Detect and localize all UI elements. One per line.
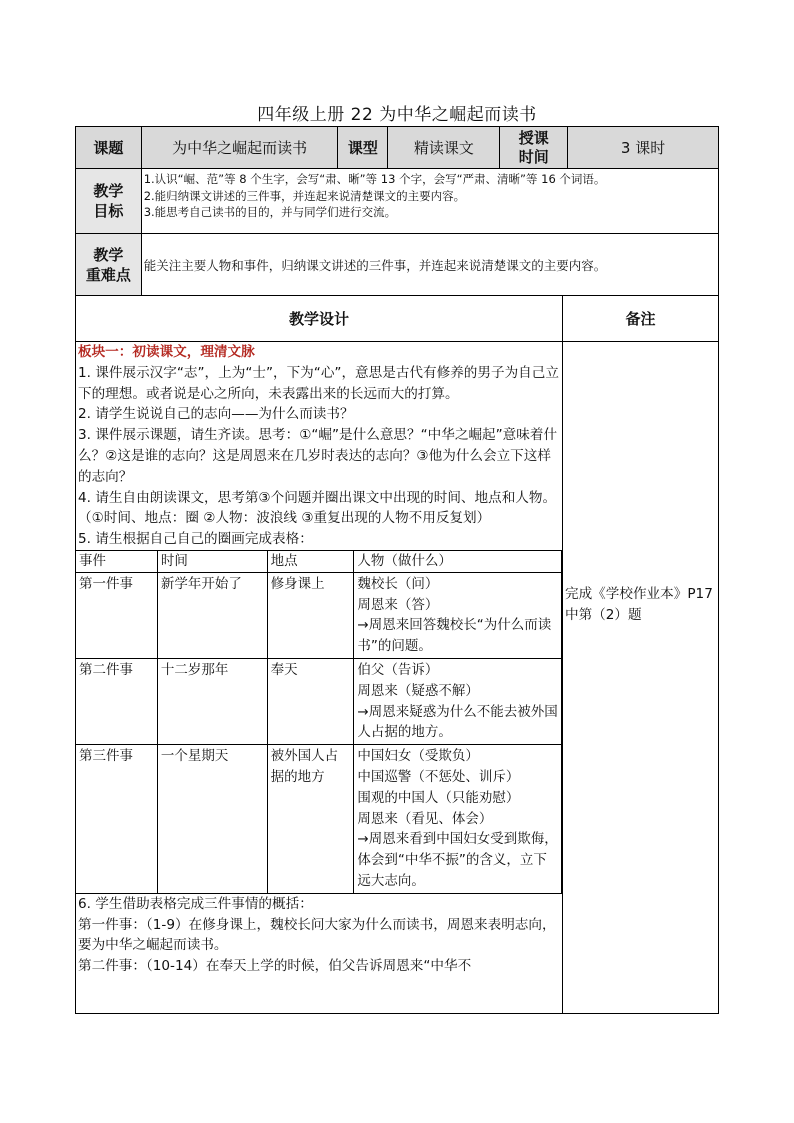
event-place: 修身课上 <box>267 572 354 658</box>
people-line: →周恩来回答魏校长“为什么而读书”的问题。 <box>357 617 552 655</box>
keypoints-content: 能关注主要人物和事件，归纳课文讲述的三件事，并连起来说清楚课文的主要内容。 <box>141 234 718 296</box>
people-line: 中国妇女（受欺负） <box>357 748 479 765</box>
table-row <box>76 745 562 894</box>
type-label: 课型 <box>338 127 388 169</box>
design-table <box>75 295 719 1014</box>
table-row <box>76 658 562 744</box>
event-name: 第二件事 <box>76 658 158 744</box>
step6-title: 6. 学生借助表格完成三件事情的概括： <box>78 895 313 912</box>
events-header-people: 人物（做什么） <box>354 550 562 572</box>
summary-item: 第一件事：（1-9）在修身课上，魏校长问大家为什么而读书，周恩来表明志向，要为中华之崛起而读书。 <box>78 916 556 954</box>
events-table <box>75 550 562 894</box>
step-item: 1. 课件展示汉字“志”，上为“士”，下为“心”，意思是古代有修养的男子为自己立下的理想。或者说是心之所向，未表露出来的长远而大的打算。 <box>78 364 559 402</box>
design-content <box>76 342 563 1014</box>
event-name: 第三件事 <box>76 745 158 894</box>
goal-line: 1.认识“崛、范”等 8 个生字，会写“肃、晰”等 13 个字，会写“严肃、清晰”等 16 个词语。 <box>143 172 606 186</box>
event-place: 奉天 <box>267 658 354 744</box>
step-item: 5. 请生根据自己自己的圈画完成表格： <box>78 531 313 548</box>
hours-label <box>500 127 568 169</box>
page-title: 四年级上册 22 为中华之崛起而读书 <box>257 105 537 125</box>
table-row <box>76 572 562 658</box>
hours-label-line2: 时间 <box>518 147 549 166</box>
topic-label: 课题 <box>76 127 142 169</box>
topic-value: 为中华之崛起而读书 <box>141 127 338 169</box>
people-line: 围观的中国人（只能劝慰） <box>357 789 520 806</box>
events-header-event: 事件 <box>76 550 158 572</box>
goal-line: 3.能思考自己读书的目的，并与同学们进行交流。 <box>143 205 397 219</box>
summary-item: 第二件事：（10-14）在奉天上学的时候，伯父告诉周恩来“中华不 <box>78 958 472 975</box>
section1-title: 板块一：初读课文，理清文脉 <box>78 344 255 360</box>
keypoints-label-line2: 重难点 <box>85 265 131 284</box>
event-time: 一个星期天 <box>157 745 267 894</box>
people-line: 周恩来（答） <box>357 596 439 613</box>
lesson-info-table <box>75 126 719 296</box>
people-line: 中国巡警（不惩处、训斥） <box>357 768 520 785</box>
people-line: 魏校长（问） <box>357 575 439 592</box>
people-line: 伯父（告诉） <box>357 661 439 678</box>
event-people <box>354 658 562 744</box>
type-value: 精读课文 <box>388 127 500 169</box>
event-time: 十二岁那年 <box>157 658 267 744</box>
goals-content <box>141 169 718 234</box>
event-people <box>354 745 562 894</box>
step-item: 4. 请生自由朗读课文，思考第③个问题并圈出课文中出现的时间、地点和人物。（①时间、地点：圈 ②人物：波浪线 ③重复出现的人物不用反复划） <box>78 489 557 527</box>
keypoints-label-line1: 教学 <box>93 245 124 264</box>
goals-label-line2: 目标 <box>93 202 124 220</box>
goal-line: 2.能归纳课文讲述的三件事，并连起来说清楚课文的主要内容。 <box>143 188 466 203</box>
event-name: 第一件事 <box>76 572 158 658</box>
people-line: 周恩来（疑惑不解） <box>357 682 479 699</box>
goals-label-line1: 教学 <box>93 182 124 200</box>
step-item: 3. 课件展示课题，请生齐读。思考：①“崛”是什么意思？“中华之崛起”意味着什么？②这是谁的志向？这是周恩来在几岁时表达的志向？③他为什么会立下这样的志向？ <box>78 427 558 485</box>
people-line: →周恩来疑惑为什么不能去被外国人占据的地方。 <box>357 703 558 741</box>
events-header-place: 地点 <box>267 550 354 572</box>
remark-header: 备注 <box>563 296 719 342</box>
remark-content <box>563 342 719 1014</box>
event-time: 新学年开始了 <box>157 572 267 658</box>
remark-text: 完成《学校作业本》P17 中第（2）题 <box>565 586 713 623</box>
events-header-time: 时间 <box>157 550 267 572</box>
hours-label-line1: 授课 <box>518 128 549 147</box>
people-line: →周恩来看到中国妇女受到欺侮，体会到“中华不振”的含义，立下远大志向。 <box>357 831 558 889</box>
design-header: 教学设计 <box>76 296 563 342</box>
goals-label <box>76 169 142 234</box>
step-item: 2. 请学生说说自己的志向——为什么而读书？ <box>78 406 354 423</box>
event-place: 被外国人占据的地方 <box>267 745 354 894</box>
people-line: 周恩来（看见、体会） <box>357 810 493 827</box>
keypoints-label <box>76 234 142 296</box>
hours-value: 3 课时 <box>568 127 719 169</box>
event-people <box>354 572 562 658</box>
